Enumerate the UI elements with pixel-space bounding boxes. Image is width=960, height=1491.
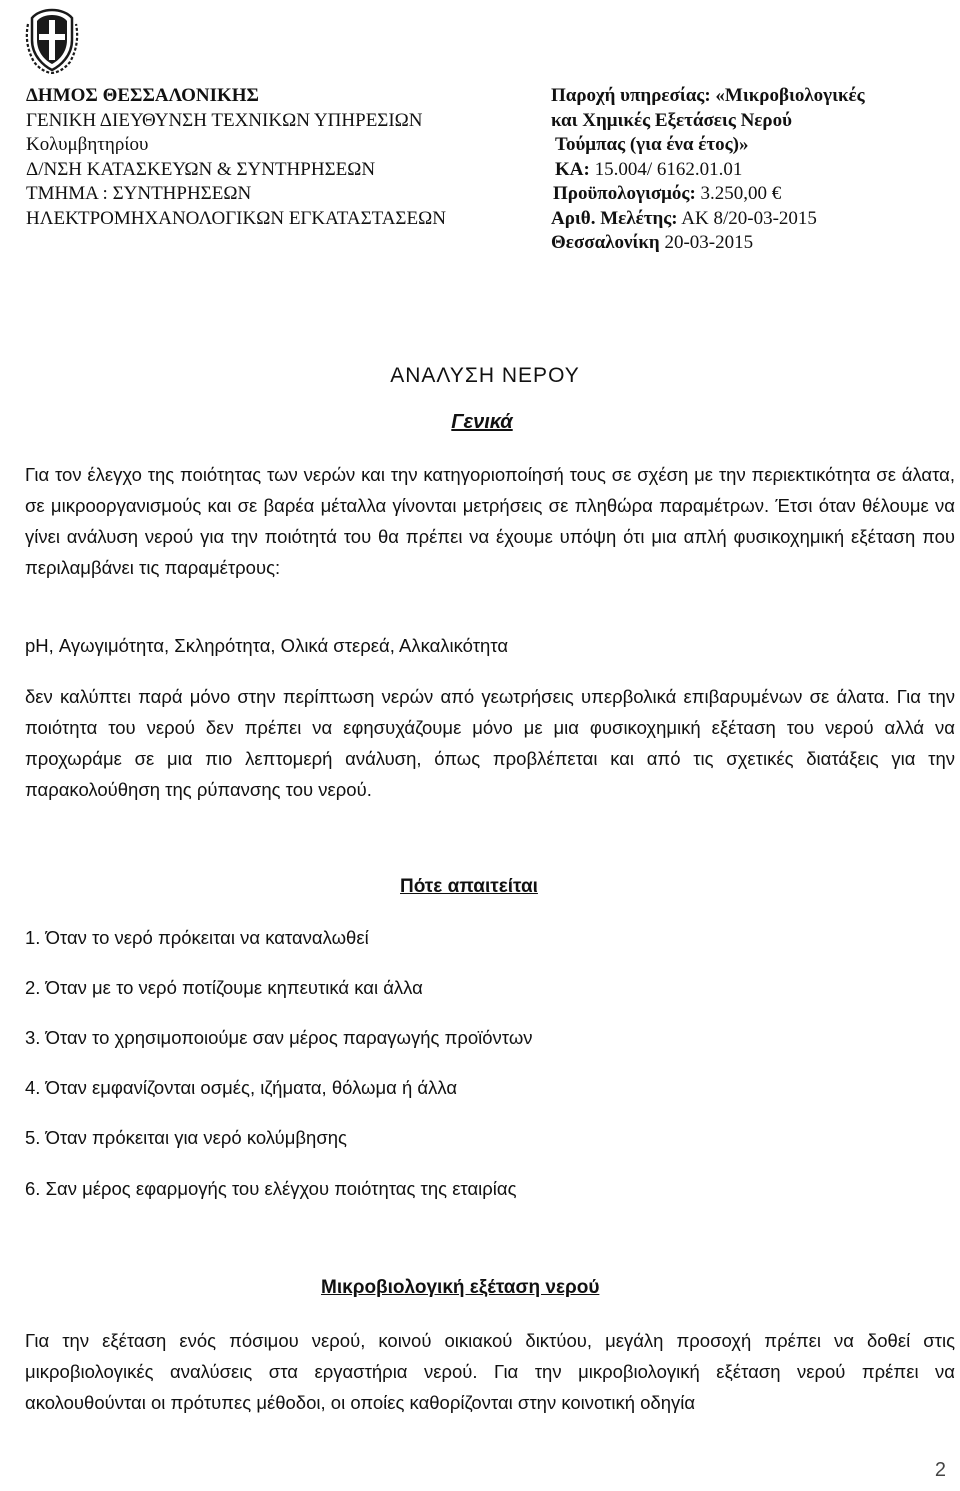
- second-paragraph: δεν καλύπτει παρά μόνο στην περίπτωση νερών από γεωτρήσεις υπερβολικά επιβαρυμένων σε άλατα. Για την ποιότητα του νερού δεν πρέπει να εφησυχάζουμε μόνο με μια φυσικοχημική εξέταση του νερού αλλά να προχωράμε σε μια πιο λεπτομερή ανάλυση, όπως προβλέπεται και από τις σχετικές διατάξεις για την παρακολούθηση της ρύπανσης του νερού.: [25, 686, 955, 800]
- greek-emblem-icon: [22, 4, 82, 74]
- ka-row: [551, 158, 865, 183]
- ka-value: 15.004/ 6162.01.01: [594, 158, 743, 180]
- micro-section-title: Μικροβιολογική εξέταση νερού: [321, 1277, 600, 1298]
- intro-paragraph: Για τον έλεγχο της ποιότητας των νερών και την κατηγοριοποίησή τους σε σχέση με την περιεκτικότητα σε άλατα, σε μικροοργανισμούς και σε βαρέα μέταλλα γίνονται μετρήσεις σε πληθώρα παραμέτρων. Έτσι όταν θέλουμε να γίνει ανάλυση νερού για την ποιότητά του θα πρέπει να έχουμε υπόψη ότι μια απλή φυσικοχημική εξέταση που περιλαμβάνει τις παραμέτρους:: [25, 464, 955, 578]
- ka-label: ΚΑ:: [555, 158, 590, 180]
- when-required-title: Πότε απαιτείται: [400, 876, 538, 897]
- page-number: 2: [934, 1459, 946, 1481]
- parameters-line: pH, Αγωγιμότητα, Σκληρότητα, Ολικά στερεά, Αλκαλικότητα: [25, 635, 509, 656]
- list-item: 3. Όταν το χρησιμοποιούμε σαν μέρος παραγωγής προϊόντων: [25, 1027, 533, 1048]
- list-item: 2. Όταν με το νερό ποτίζουμε κηπευτικά και άλλα: [25, 977, 423, 998]
- city-label: Θεσσαλονίκη: [551, 232, 660, 253]
- pool-label: Κολυμβητηρίου: [26, 134, 149, 155]
- header-right-block: [551, 84, 865, 256]
- list-item: 4. Όταν εμφανίζονται οσμές, ιζήματα, θόλωμα ή άλλα: [25, 1077, 458, 1098]
- study-row: [551, 207, 865, 232]
- date-row: [551, 231, 865, 256]
- section-general-title: Γενικά: [451, 411, 513, 433]
- service-line-3: Τούμπας (για ένα έτος)»: [555, 134, 749, 155]
- department: ΤΜΗΜΑ : ΣΥΝΤΗΡΗΣΕΩΝ: [26, 183, 252, 204]
- budget-value: 3.250,00 €: [700, 183, 782, 204]
- list-item: 1. Όταν το νερό πρόκειται να καταναλωθεί: [25, 927, 369, 948]
- list-item: 6. Σαν μέρος εφαρμογής του ελέγχου ποιότητας της εταιρίας: [25, 1178, 517, 1199]
- study-label: Αριθ. Μελέτης:: [551, 207, 678, 229]
- study-value: ΑΚ 8/20-03-2015: [681, 207, 817, 229]
- directorate: Δ/ΝΣΗ ΚΑΤΑΣΚΕΥΩΝ & ΣΥΝΤΗΡΗΣΕΩΝ: [26, 158, 376, 180]
- document-title: ΑΝΑΛΥΣΗ ΝΕΡΟΥ: [390, 364, 580, 387]
- budget-label: Προϋπολογισμός:: [553, 183, 696, 204]
- micro-paragraph: Για την εξέταση ενός πόσιμου νερού, κοινού οικιακού δικτύου, μεγάλη προσοχή πρέπει να δοθεί στις μικροβιολογικές αναλύσεις στα εργαστήρια νερού. Για την μικροβιολογική εξέταση νερού πρέπει να ακολουθούνται οι πρότυπες μέθοδοι, οι οποίες καθορίζονται στην κοινοτική οδηγία: [25, 1330, 955, 1413]
- service-label: Παροχή υπηρεσίας: «Μικροβιολογικές: [551, 85, 865, 106]
- department-sub: ΗΛΕΚΤΡΟΜΗΧΑΝΟΛΟΓΙΚΩΝ ΕΓΚΑΤΑΣΤΑΣΕΩΝ: [26, 207, 446, 229]
- list-item: 5. Όταν πρόκειται για νερό κολύμβησης: [25, 1127, 347, 1148]
- general-directorate: ΓΕΝΙΚΗ ΔΙΕΥΘΥΝΣΗ ΤΕΧΝΙΚΩΝ ΥΠΗΡΕΣΙΩΝ: [26, 109, 423, 131]
- service-line-2: και Χημικές Εξετάσεις Νερού: [551, 109, 792, 131]
- municipality-name: ΔΗΜΟΣ ΘΕΣΣΑΛΟΝΙΚΗΣ: [26, 85, 259, 106]
- header-left-block: [26, 84, 446, 231]
- budget-row: [551, 182, 865, 207]
- date-value: 20-03-2015: [664, 232, 754, 253]
